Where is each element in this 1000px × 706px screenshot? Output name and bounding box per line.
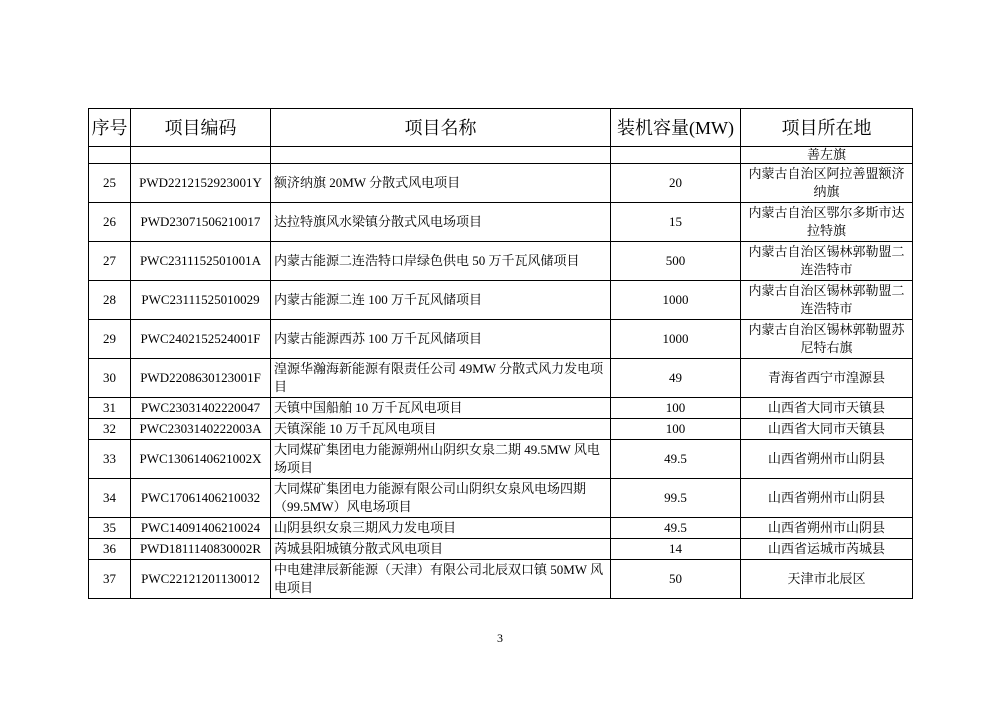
table-row bbox=[89, 203, 913, 242]
cell-code: PWC22121201130012 bbox=[131, 560, 271, 599]
header-code: 项目编码 bbox=[131, 109, 271, 147]
cell-no: 30 bbox=[89, 359, 131, 398]
cell-no bbox=[89, 147, 131, 164]
cell-no: 31 bbox=[89, 398, 131, 419]
cell-name: 中电建津辰新能源（天津）有限公司北辰双口镇 50MW 风电项目 bbox=[271, 560, 611, 599]
cell-capacity bbox=[611, 147, 741, 164]
cell-location: 山西省运城市芮城县 bbox=[741, 539, 913, 560]
cell-capacity: 14 bbox=[611, 539, 741, 560]
cell-code: PWC2311152501001A bbox=[131, 242, 271, 281]
header-capacity: 装机容量(MW) bbox=[611, 109, 741, 147]
cell-no: 33 bbox=[89, 440, 131, 479]
cell-location: 山西省大同市天镇县 bbox=[741, 419, 913, 440]
cell-code: PWD1811140830002R bbox=[131, 539, 271, 560]
cell-location: 善左旗 bbox=[741, 147, 913, 164]
cell-location: 山西省朔州市山阴县 bbox=[741, 479, 913, 518]
cell-code: PWC2303140222003A bbox=[131, 419, 271, 440]
cell-capacity: 99.5 bbox=[611, 479, 741, 518]
cell-no: 25 bbox=[89, 164, 131, 203]
cell-code: PWC14091406210024 bbox=[131, 518, 271, 539]
table-row bbox=[89, 539, 913, 560]
cell-location: 天津市北辰区 bbox=[741, 560, 913, 599]
cell-name: 湟源华瀚海新能源有限责任公司 49MW 分散式风力发电项目 bbox=[271, 359, 611, 398]
cell-no: 34 bbox=[89, 479, 131, 518]
cell-no: 27 bbox=[89, 242, 131, 281]
cell-code: PWC23031402220047 bbox=[131, 398, 271, 419]
cell-name: 达拉特旗风水梁镇分散式风电场项目 bbox=[271, 203, 611, 242]
cell-capacity: 49.5 bbox=[611, 518, 741, 539]
cell-no: 37 bbox=[89, 560, 131, 599]
table-row bbox=[89, 518, 913, 539]
cell-code: PWC23111525010029 bbox=[131, 281, 271, 320]
table-row bbox=[89, 479, 913, 518]
table-row bbox=[89, 398, 913, 419]
cell-no: 29 bbox=[89, 320, 131, 359]
cell-name bbox=[271, 147, 611, 164]
cell-code: PWC1306140621002X bbox=[131, 440, 271, 479]
table-row bbox=[89, 242, 913, 281]
cell-location: 青海省西宁市湟源县 bbox=[741, 359, 913, 398]
cell-no: 35 bbox=[89, 518, 131, 539]
cell-location: 山西省朔州市山阴县 bbox=[741, 440, 913, 479]
header-no: 序号 bbox=[89, 109, 131, 147]
cell-name: 山阴县织女泉三期风力发电项目 bbox=[271, 518, 611, 539]
cell-code: PWC17061406210032 bbox=[131, 479, 271, 518]
cell-name: 天镇中国船舶 10 万千瓦风电项目 bbox=[271, 398, 611, 419]
page-number: 3 bbox=[497, 631, 503, 645]
cell-name: 大同煤矿集团电力能源朔州山阴织女泉二期 49.5MW 风电场项目 bbox=[271, 440, 611, 479]
table-row bbox=[89, 440, 913, 479]
cell-code: PWD23071506210017 bbox=[131, 203, 271, 242]
cell-name: 内蒙古能源二连 100 万千瓦风储项目 bbox=[271, 281, 611, 320]
cell-capacity: 100 bbox=[611, 419, 741, 440]
cell-capacity: 15 bbox=[611, 203, 741, 242]
table-row bbox=[89, 147, 913, 164]
header-name: 项目名称 bbox=[271, 109, 611, 147]
cell-capacity: 20 bbox=[611, 164, 741, 203]
cell-capacity: 49 bbox=[611, 359, 741, 398]
table-header-row bbox=[89, 109, 913, 147]
cell-no: 28 bbox=[89, 281, 131, 320]
cell-capacity: 1000 bbox=[611, 320, 741, 359]
cell-name: 内蒙古能源西苏 100 万千瓦风储项目 bbox=[271, 320, 611, 359]
cell-no: 26 bbox=[89, 203, 131, 242]
cell-location: 内蒙古自治区鄂尔多斯市达拉特旗 bbox=[741, 203, 913, 242]
cell-code: PWC2402152524001F bbox=[131, 320, 271, 359]
cell-location: 内蒙古自治区锡林郭勒盟二连浩特市 bbox=[741, 281, 913, 320]
header-location: 项目所在地 bbox=[741, 109, 913, 147]
cell-capacity: 500 bbox=[611, 242, 741, 281]
cell-name: 内蒙古能源二连浩特口岸绿色供电 50 万千瓦风储项目 bbox=[271, 242, 611, 281]
cell-capacity: 50 bbox=[611, 560, 741, 599]
cell-capacity: 1000 bbox=[611, 281, 741, 320]
cell-no: 36 bbox=[89, 539, 131, 560]
cell-code: PWD2212152923001Y bbox=[131, 164, 271, 203]
cell-name: 大同煤矿集团电力能源有限公司山阴织女泉风电场四期（99.5MW）风电场项目 bbox=[271, 479, 611, 518]
cell-name: 天镇深能 10 万千瓦风电项目 bbox=[271, 419, 611, 440]
cell-code: PWD2208630123001F bbox=[131, 359, 271, 398]
cell-location: 内蒙古自治区锡林郭勒盟苏尼特右旗 bbox=[741, 320, 913, 359]
cell-location: 山西省朔州市山阴县 bbox=[741, 518, 913, 539]
table-row bbox=[89, 560, 913, 599]
cell-code bbox=[131, 147, 271, 164]
table-body bbox=[89, 147, 913, 599]
cell-location: 内蒙古自治区阿拉善盟额济纳旗 bbox=[741, 164, 913, 203]
table-row bbox=[89, 419, 913, 440]
cell-location: 山西省大同市天镇县 bbox=[741, 398, 913, 419]
table-row bbox=[89, 164, 913, 203]
table-row bbox=[89, 320, 913, 359]
cell-capacity: 49.5 bbox=[611, 440, 741, 479]
cell-capacity: 100 bbox=[611, 398, 741, 419]
cell-name: 额济纳旗 20MW 分散式风电项目 bbox=[271, 164, 611, 203]
project-table bbox=[88, 108, 913, 599]
cell-no: 32 bbox=[89, 419, 131, 440]
table-row bbox=[89, 281, 913, 320]
cell-location: 内蒙古自治区锡林郭勒盟二连浩特市 bbox=[741, 242, 913, 281]
cell-name: 芮城县阳城镇分散式风电项目 bbox=[271, 539, 611, 560]
table-row bbox=[89, 359, 913, 398]
